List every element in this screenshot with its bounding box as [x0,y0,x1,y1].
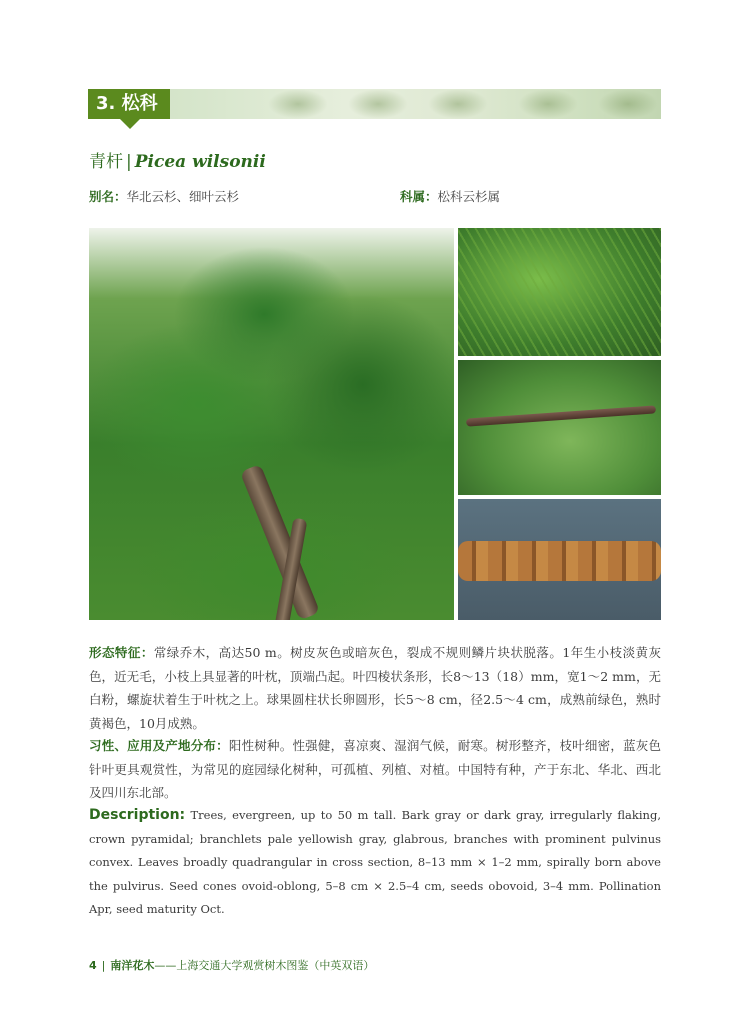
section-tab-arrow [120,119,140,129]
family-row [400,187,500,205]
species-cn-name: 青杆 [89,152,123,172]
family-label: 科属： [400,189,438,204]
branchlet-closeup-photo [458,499,661,620]
tree-photo [89,228,454,620]
page-footer [89,957,374,973]
twig [466,405,656,426]
morphology-label: 形态特征： [89,645,154,660]
morphology-paragraph [89,641,661,735]
habit-label: 习性、应用及产地分布： [89,738,229,753]
species-title [89,147,266,172]
alias-label: 别名： [89,189,127,204]
habit-text: 阳性树种。性强健，喜凉爽、湿润气候，耐寒。树形整齐，枝叶细密，蓝灰色针叶更具观赏性，为常见的庭园绿化树种，可孤植、列植、对植。中国特有种，产于东北、华北、西北及四川东北部。 [89,738,661,800]
description-label: Description: [89,807,186,823]
description-text: Trees, evergreen, up to 50 m tall. Bark gray or dark gray, irregularly flaking, crown pyramidal; branchlets pale yellowish gray, glabrous, branches with prominent pulvinus convex. Leaves broadly quadrangular in cross section, 8–13 mm × 1–2 mm, spirally born above the pulvirus. Seed cones ovoid-oblong, 5–8 cm × 2.5–4 cm, seeds obovoid, 3–4 mm. Pollination Apr, seed maturity Oct. [89,808,661,916]
morphology-text: 常绿乔木，高达50 m。树皮灰色或暗灰色，裂成不规则鳞片块状脱落。1年生小枝淡黄灰色，近无毛，小枝上具显著的叶枕，顶端凸起。叶四棱状条形，长8～13（18）mm，宽1～2 mm，无白粉，螺旋状着生于叶枕之上。球果圆柱状长卵圆形，长5～8 cm，径2.5～4 cm，成熟前绿色，熟时黄褐色，10月成熟。 [89,645,661,731]
book-brand: 南洋花木 [110,959,155,972]
description-paragraph [89,804,661,922]
needles-photo [458,228,661,356]
twig-photo [458,360,661,495]
section-title: 3. 松科 [88,89,170,119]
habit-paragraph [89,734,661,805]
alias-row [89,187,239,205]
page-number: 4 [89,959,97,972]
family-value: 松科云杉属 [437,189,501,204]
footer-separator: | [101,959,106,972]
alias-value: 华北云杉、细叶云杉 [126,189,240,204]
branchlet-stem [458,541,661,581]
section-banner [88,89,661,119]
species-latin-name: Picea wilsonii [134,152,266,172]
book-subtitle: ——上海交通大学观赏树木图鉴（中英双语） [154,959,375,972]
title-separator: | [126,152,132,172]
